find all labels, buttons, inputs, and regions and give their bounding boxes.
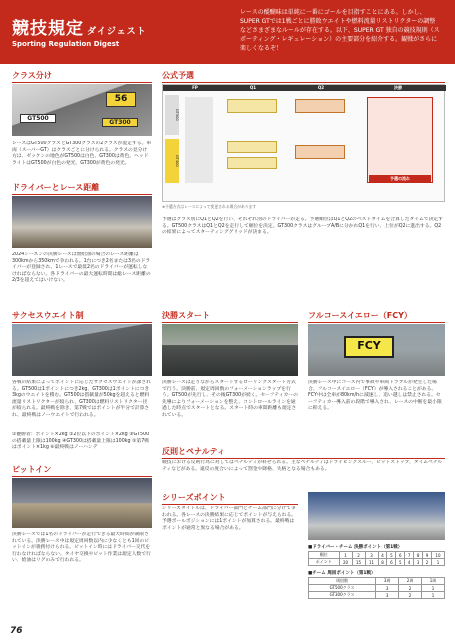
drivers-text: 2024シーズンの決勝レースは無給油の場合のレース距離は300kmから350kmで争われる。1台につき2名または3名のドライバーが登録され、1レースで最低2名のドライバーが運転しなければならない。各ドライバーの最大運転時間は総レース距離の2/3を超えてはいけない。 <box>12 252 151 284</box>
table-cell: 1周 <box>422 578 445 585</box>
section-pit-title: ピットイン <box>12 464 152 477</box>
timeline-head-q2: Q2 <box>317 85 325 90</box>
table-cell: GT300クラス <box>309 592 376 599</box>
section-fcy-title: フルコースイエロー（FCY） <box>308 310 445 323</box>
table-cell: 6 <box>387 559 396 566</box>
section-class-title: クラス分け <box>12 70 152 83</box>
title-small: ダイジェスト <box>87 27 147 37</box>
series-text: シリーズタイトルは、ドライバー部門とチーム部門に分けて争われる。各レースの決勝結果に応じてポイントが与えられる。予選ポールポジションには1ポイントが加算される。最終戦はポイントが通常と異なる場合がある。 <box>162 506 297 531</box>
section-series-title: シリーズポイント <box>162 492 298 505</box>
timeline-q1-gt500 <box>227 99 277 113</box>
timeline-head-race: 決勝 <box>394 85 402 90</box>
intro-text: レースの醍醐味は単純に一番にゴールを目指すことにある。しかし、SUPER GTでは1戦ごとに勝敗ウエイトや燃料流量リストリクターの調整などさまざまなルールが存在する。以下、SUPER GT 独自の競技規則（スポーティング・レギュレーション）の主要部分を紹介する。観戦がさらに楽しくなるぞ！ <box>240 9 440 52</box>
timeline-q1-gt300-a <box>227 141 277 153</box>
page-subtitle: Sporting Regulation Digest <box>12 40 120 48</box>
table-cell: 2 <box>399 585 422 592</box>
timeline-fp-block <box>185 97 213 183</box>
table-cell: 1 <box>339 552 352 559</box>
table-cell: 1 <box>422 585 445 592</box>
page-number: 76 <box>10 626 23 636</box>
table-cell: 3 <box>414 559 423 566</box>
table-cell: 8 <box>378 559 387 566</box>
class-text: レースはGT500クラスとGT300クラスの2クラスが混走する。車両（スーパーGT）はクラスごとに分けられる。クラスの見分け方は、ゼッケンの地色がGT500は白色、GT300は黄色。ヘッドライトはGT500が白色の発光、GT300が黄色の発光。 <box>12 141 152 166</box>
table-cell: ポイント <box>309 559 340 566</box>
table-cell: 3 <box>365 552 378 559</box>
points-table-head <box>309 552 445 559</box>
table-cell: 2 <box>399 592 422 599</box>
timeline-row-gt300: GT300 <box>165 139 179 183</box>
points-table-row <box>309 559 445 566</box>
table-cell: 7 <box>405 552 414 559</box>
fcy-photo <box>308 324 445 376</box>
timeline-side-label: 予選の流れ <box>369 175 431 183</box>
success-text: 各戦の結果によってポイントに応じたサクセスウエイトが課される。GT500は1ポイントにつき2kg、GT300は1ポイントにつき3kgのウエイトを積む。GT500は搭載量が50kgを超えると燃料流量リストリクターが絞られ、GT300は燃料リストリクター径が絞られる。最終戦を除き、第7戦ではポイントが半分で計算され、最終戦はノーウエイトで行われる。 <box>12 380 151 418</box>
success-photo <box>12 324 152 376</box>
points-table-title: ■ドライバー・チーム 決勝ポイント（第1戦） <box>308 545 403 550</box>
section-success-title: サクセスウエイト制 <box>12 310 152 323</box>
series-photo <box>308 492 445 540</box>
table-cell: 1 <box>422 592 445 599</box>
timeline-q2-gt300 <box>295 145 345 159</box>
table-cell: 11 <box>365 559 378 566</box>
table-cell: 15 <box>352 559 365 566</box>
timeline-head-fp: FP <box>192 85 198 90</box>
lap-table-head <box>309 578 445 585</box>
table-cell: 2周 <box>399 578 422 585</box>
table-cell: 5 <box>387 552 396 559</box>
section-schedule-title: 公式予選 <box>162 70 445 83</box>
table-cell: 2 <box>423 559 432 566</box>
table-cell: 5 <box>396 559 405 566</box>
page-title <box>12 14 147 39</box>
lap-table-title: ■チーム 周回ポイント（第1戦） <box>308 571 376 576</box>
table-cell: 9 <box>423 552 432 559</box>
table-cell: 8 <box>414 552 423 559</box>
table-cell: 4 <box>378 552 387 559</box>
timeline-head-q1: Q1 <box>249 85 257 90</box>
class-photo <box>12 84 152 136</box>
success-list: ①優勝者：ポイント×2kg ②2位以下のポイント×2kg ③GT500の搭載量上限は100kg ④GT300は搭載量上限は100kg ⑤第7戦はポイント×1kg ⑥最終戦はノーハンデ <box>12 432 150 451</box>
section-start-title: 決勝スタート <box>162 310 298 323</box>
fcy-text: 決勝レース中にコース内で事故や車両トラブルが発生した場合、フルコースイエロー（FCY）が導入されることがある。FCY中は全車が80km/hに減速し、追い越しは禁止される。セーフティカー導入前の段階で導入され、レースの中断を最小限に抑える。 <box>308 380 442 412</box>
pit-text: 決勝レースでは1名のドライバーが走行できる最大時間が制限されている。決勝レース中は規定周回数以内に少なくとも1回のピットインが義務付けられる。ピットイン時にはドライバー交代を行わなければならない。タイヤ交換やピット作業は規定人数で行い、給油はリグのみで行われる。 <box>12 532 151 564</box>
table-cell: 10 <box>431 552 444 559</box>
page-header <box>0 0 455 64</box>
gt500-badge: GT500 <box>20 114 56 123</box>
timeline-q1-gt300-b <box>227 157 277 169</box>
table-cell: 6 <box>396 552 405 559</box>
table-cell: 3 <box>376 592 399 599</box>
timeline-q2-gt500 <box>295 99 345 113</box>
lap-table-row <box>309 592 445 599</box>
table-cell: 順位 <box>309 552 340 559</box>
title-main: 競技規定 <box>12 19 84 39</box>
start-photo <box>162 324 298 376</box>
start-text: 決勝レースは走りながらスタートするローリングスタート方式で行う。決勝前、規定周回数のフォーメーションラップを行う。GT500が先行し、その後GT300が続く。セーフティカーの先導によりフォーメーションを整え、コントロールラインを通過した時点でスタートとなる。スタート時の車間距離も規定されている。 <box>162 380 298 418</box>
section-penalty-title: 反則とペナルティ <box>162 446 445 459</box>
table-cell: 3周 <box>376 578 399 585</box>
timeline-row-gt500: GT500 <box>165 95 179 135</box>
fcy-board: FCY <box>344 336 394 358</box>
table-cell: 4 <box>405 559 414 566</box>
table-cell: 3 <box>376 585 399 592</box>
table-cell: 1 <box>431 559 444 566</box>
gt300-badge: GT300 <box>102 118 138 127</box>
timeline-race-block <box>367 97 433 183</box>
schedule-text: 予選はクラス別にQ1とQ2を行い、それぞれ別のドライバーが走る。予選順位はQ1とQ2のベストタイムを合算したタイムで決定する。GT500クラスはQ1とQ2を走行して順位を決定。GT300クラスはグループA/Bに分かれQ1を行い、上位がQ2に進出する。Q2の結果によってスターティンググリッドが決まる。 <box>162 217 443 236</box>
lap-table <box>308 577 445 599</box>
lap-table-row <box>309 585 445 592</box>
table-cell: 周回数 <box>309 578 376 585</box>
table-cell: GT500クラス <box>309 585 376 592</box>
table-cell: 20 <box>339 559 352 566</box>
qualifying-timeline <box>162 84 445 202</box>
pit-photo <box>12 478 152 528</box>
schedule-caption: ※予選方式はレースによって変更される場合があります <box>162 204 257 209</box>
penalty-text: 競技における反則行為に対してはペナルティが科せられる。主なペナルティはドライビングスルー、ピットストップ、タイムペナルティなどがある。違反の度合いによって罰金や降格、失格となる場合もある。 <box>162 460 443 472</box>
points-table <box>308 551 445 566</box>
table-cell: 2 <box>352 552 365 559</box>
drivers-photo <box>12 196 152 248</box>
number-badge: 56 <box>106 92 136 107</box>
section-drivers-title: ドライバーとレース距離 <box>12 182 152 195</box>
